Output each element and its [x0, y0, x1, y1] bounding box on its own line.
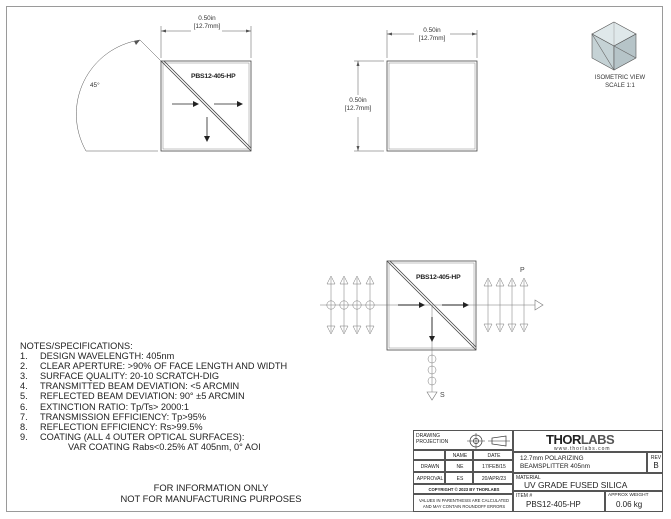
- note-item: [20, 422, 287, 432]
- note-text: REFLECTED BEAM DEVIATION: 90° ±5 ARCMIN: [40, 391, 245, 402]
- name-header: NAME: [452, 453, 468, 459]
- note-number: 3.: [20, 371, 28, 382]
- drawn-label: DRAWN: [420, 464, 440, 470]
- weight-value: 0.06 kg: [616, 500, 643, 509]
- values-note-2: AND MAY CONTAIN ROUNDOFF ERRORS: [422, 504, 506, 509]
- note-item: [20, 432, 287, 442]
- top-view-dim-mm: [12.7mm]: [193, 23, 221, 30]
- note-item: [20, 391, 287, 401]
- title-block: [413, 430, 663, 512]
- notes-specifications: [20, 341, 287, 452]
- date-header: DATE: [487, 453, 501, 459]
- thorlabs-logo: [546, 432, 614, 447]
- logo-thor: THOR: [546, 432, 581, 447]
- iso-label-2: SCALE 1:1: [605, 83, 635, 89]
- approval-label-cell: [413, 472, 445, 484]
- note-item: [20, 402, 287, 412]
- note-text: COATING (ALL 4 OUTER OPTICAL SURFACES):: [40, 431, 245, 442]
- description-cell: [513, 452, 647, 473]
- front-view-dim-mm-side: [12.7mm]: [344, 105, 372, 112]
- front-view-dim-in-side: 0.50in: [349, 97, 367, 104]
- note-text: DESIGN WAVELENGTH: 405nm: [40, 351, 175, 362]
- website-text: www.thorlabs.com: [554, 446, 611, 452]
- rev-cell: [647, 452, 663, 473]
- rev-label: REV: [650, 455, 662, 461]
- front-view-drawing: [340, 18, 480, 158]
- note-text: REFLECTION EFFICIENCY: Rs>99.5%: [40, 421, 203, 432]
- material-cell: [513, 473, 663, 491]
- top-view-drawing: [60, 18, 270, 168]
- weight-cell: [605, 491, 663, 512]
- copyright-cell: [413, 484, 513, 494]
- note-number: 2.: [20, 361, 28, 372]
- note-text: SURFACE QUALITY: 20-10 SCRATCH-DIG: [40, 371, 220, 382]
- angle-label: 45°: [90, 82, 100, 89]
- disclaimer-line-2: NOT FOR MANUFACTURING PURPOSES: [120, 493, 302, 504]
- note-item: [20, 351, 287, 361]
- logo-cell: [513, 430, 663, 452]
- values-note-cell: [413, 494, 513, 512]
- note-item: [20, 371, 287, 381]
- item-value: PBS12-405-HP: [526, 500, 581, 509]
- date-header-cell: [473, 450, 513, 460]
- notes-heading: NOTES/SPECIFICATIONS:: [20, 341, 133, 351]
- drawing-projection-label: DRAWING PROJECTION: [416, 433, 449, 445]
- approval-date-cell: [473, 472, 513, 484]
- description-line-2: BEAMSPLITTER 405nm: [520, 463, 590, 470]
- note-item: [20, 361, 287, 371]
- drawn-date-cell: [473, 460, 513, 472]
- note-number: 8.: [20, 421, 28, 432]
- isometric-cube: [590, 18, 640, 73]
- material-label: MATERIAL: [516, 475, 541, 481]
- note-number: 6.: [20, 401, 28, 412]
- iso-label-1: ISOMETRIC VIEW: [594, 75, 646, 81]
- top-view-dim-in: 0.50in: [198, 15, 216, 22]
- third-angle-projection-icon: [466, 433, 512, 449]
- approval-date: 20/APR/23: [481, 476, 507, 482]
- logo-labs: LABS: [580, 432, 615, 447]
- approval-label: APPROVAL: [416, 476, 444, 482]
- front-view-dim-mm-top: [12.7mm]: [418, 35, 446, 42]
- approval-name-cell: [445, 472, 473, 484]
- disclaimer-line-1: FOR INFORMATION ONLY: [153, 482, 269, 493]
- drawn-label-cell: [413, 460, 445, 472]
- information-disclaimer: [100, 482, 322, 504]
- blank-header-cell: [413, 450, 445, 460]
- angle-arc: [76, 40, 140, 151]
- material-value: UV GRADE FUSED SILICA: [524, 480, 628, 490]
- note-number: 9.: [20, 431, 28, 442]
- note-item: [20, 381, 287, 391]
- top-view-part-label: PBS12-405-HP: [191, 73, 236, 80]
- drawn-name-cell: [445, 460, 473, 472]
- rev-value: B: [653, 461, 659, 470]
- projection-cell: [413, 430, 513, 450]
- s-label: S: [440, 392, 445, 399]
- front-view-cube-outline: [387, 61, 477, 151]
- item-cell: [513, 491, 605, 512]
- drawn-date: 17/FEB/15: [482, 464, 506, 470]
- weight-label: APPROX WEIGHT: [608, 493, 649, 498]
- values-note-1: VALUES IN PARENTHESIS ARE CALCULATED: [418, 498, 510, 503]
- note-text: EXTINCTION RATIO: Tp/Ts> 2000:1: [40, 401, 189, 412]
- p-label: P: [520, 267, 525, 274]
- note-number: 5.: [20, 391, 28, 402]
- coating-detail: VAR COATING Rabs<0.25% AT 405nm, 0° AOI: [68, 441, 261, 452]
- front-view-dim-in-top: 0.50in: [423, 27, 441, 34]
- description-line-1: 12.7mm POLARIZING: [520, 455, 584, 462]
- drawn-name: NE: [456, 464, 464, 470]
- note-text: CLEAR APERTURE: >90% OF FACE LENGTH AND WIDTH: [40, 361, 288, 372]
- approval-name: ES: [456, 476, 464, 482]
- note-item: [20, 412, 287, 422]
- note-number: 4.: [20, 381, 28, 392]
- name-header-cell: [445, 450, 473, 460]
- note-text: TRANSMITTED BEAM DEVIATION: <5 ARCMIN: [40, 381, 240, 392]
- note-text: TRANSMISSION EFFICIENCY: Tp>95%: [40, 411, 207, 422]
- note-number: 1.: [20, 351, 28, 362]
- beam-part-label: PBS12-405-HP: [416, 274, 461, 281]
- item-label: ITEM #: [516, 493, 533, 499]
- copyright-text: COPYRIGHT © 2023 BY THORLABS: [428, 487, 500, 492]
- note-number: 7.: [20, 411, 28, 422]
